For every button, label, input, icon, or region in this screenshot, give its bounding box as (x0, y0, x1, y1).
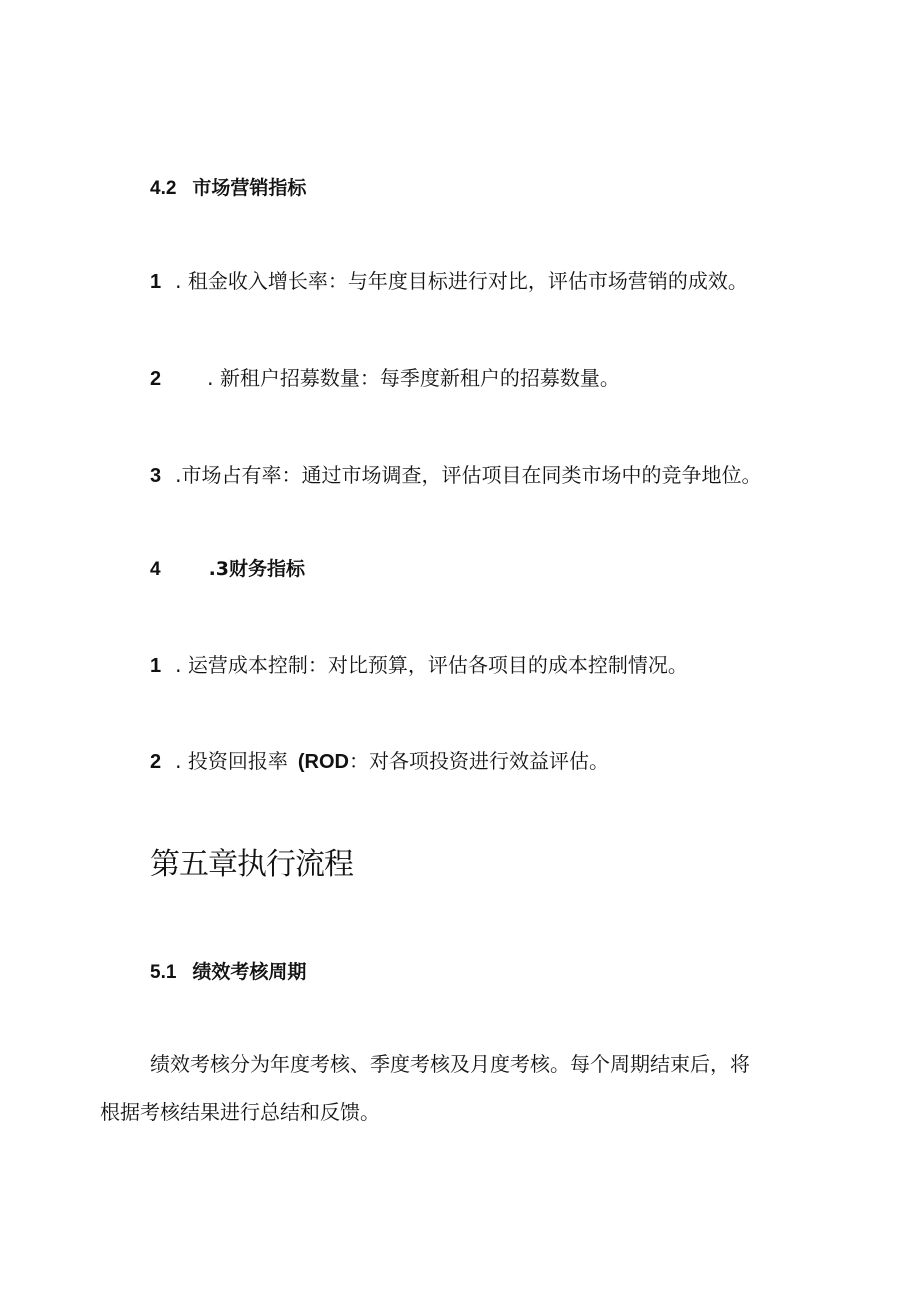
section-title: 绩效考核周期 (192, 961, 307, 983)
list-item-text: . 新租户招募数量：每季度新租户的招募数量。 (207, 366, 620, 390)
body-paragraph (100, 1040, 810, 1136)
list-item-text: . 投资回报率 (175, 749, 288, 773)
list-item-abbrev: (ROD (297, 751, 349, 773)
list-item-number: 3 (150, 465, 162, 487)
list-item-text: . 租金收入增长率：与年度目标进行对比，评估市场营销的成效。 (175, 269, 748, 293)
list-item (150, 461, 761, 490)
paragraph-line: 绩效考核分为年度考核、季度考核及月度考核。每个周期结束后，将 (150, 1052, 750, 1076)
section-heading-5-1 (150, 958, 306, 987)
paragraph-line: 根据考核结果进行总结和反馈。 (100, 1100, 380, 1124)
list-item (150, 651, 688, 680)
list-item-text: . 运营成本控制：对比预算，评估各项目的成本控制情况。 (175, 653, 688, 677)
list-item-number: 1 (150, 655, 162, 677)
list-item (150, 747, 609, 776)
section-number: 4.2 (150, 178, 177, 199)
list-item-text: .市场占有率：通过市场调查，评估项目在同类市场中的竞争地位。 (175, 463, 762, 487)
chapter-title: 第五章执行流程 (150, 847, 353, 882)
list-item (150, 267, 748, 296)
section-number: 4 (150, 559, 161, 580)
section-title: .3财务指标 (208, 558, 306, 580)
list-item-number: 1 (150, 271, 162, 293)
section-heading-4-3 (150, 555, 305, 584)
list-item (150, 364, 620, 393)
section-number: 5.1 (150, 962, 177, 983)
section-heading-4-2 (150, 174, 306, 203)
list-item-number: 2 (150, 368, 162, 390)
list-item-text-rest: ：对各项投资进行效益评估。 (348, 749, 609, 773)
list-item-number: 2 (150, 751, 162, 773)
section-title: 市场营销指标 (192, 177, 307, 199)
